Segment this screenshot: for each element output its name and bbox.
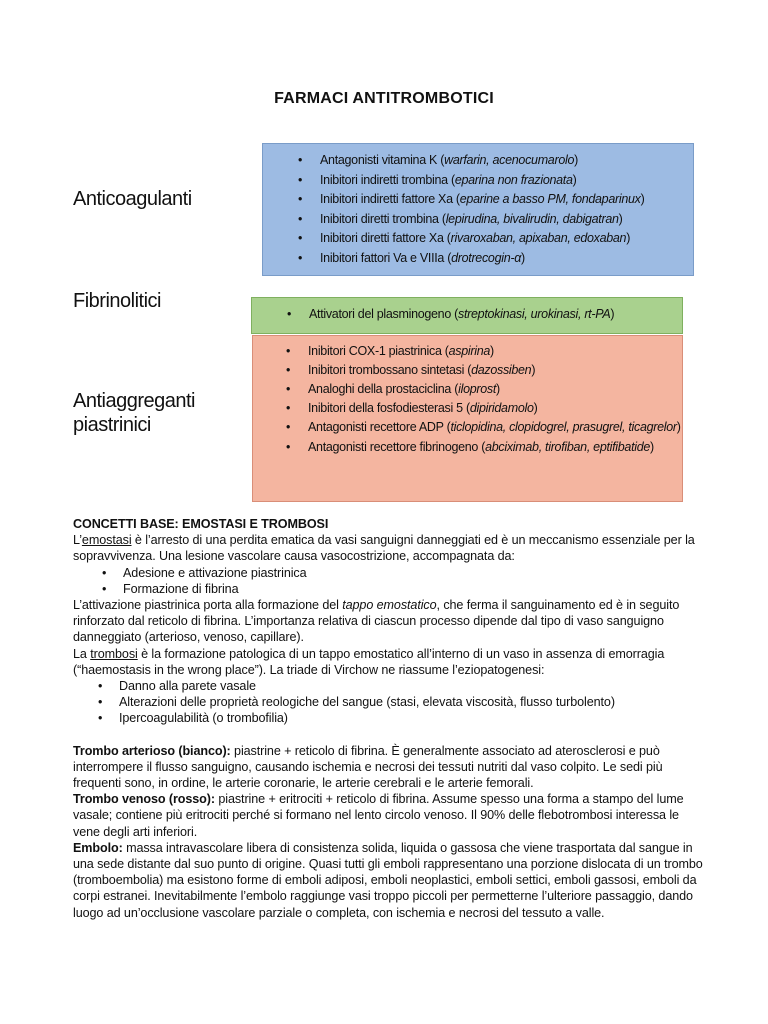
- category-antiaggreganti-line1: Antiaggreganti: [73, 390, 195, 412]
- bullet: •: [298, 172, 303, 187]
- drug-names: ticlopidina, clopidogrel, prasugrel, ticagrelor: [450, 420, 677, 434]
- list-emostasi: [73, 565, 703, 597]
- drug-class-label: Attivatori del plasminogeno (: [309, 307, 459, 321]
- drug-names: eparina non frazionata: [454, 172, 573, 187]
- page-title: FARMACI ANTITROMBOTICI: [274, 90, 494, 107]
- text: massa intravascolare libera di consistenza solida, liquida o gassosa che viene trasportata dal sangue in una sede distante dal suo punto di origine. Quasi tutti gli emboli rappresentano una porzione dislocata di un trombo (tromboembolia) ma esistono forme di emboli adiposi, emboli neoplastici, emboli settici, emboli gassosi, emboli da corpi estranei. Inevitabilmente l’embolo raggiunge vasi troppo piccoli per permetterne l’ulteriore passaggio, dando luogo ad un’occlusione vascolare parziale o completa, con ischemia e necrosi del tessuto a valle.: [73, 840, 703, 920]
- fibrinolitici-list: [287, 305, 682, 325]
- paragraph-trombosi: [73, 646, 703, 678]
- drug-class-label: Analoghi della prostaciclina (: [308, 382, 459, 396]
- text: è la formazione patologica di un tappo emostatico all’interno di un vaso in assenza di emorragia (“haemostasis in the wrong place”). La triade di Virchow ne riassume l’eziopatogenesi:: [73, 646, 665, 677]
- drug-class-end: ): [531, 363, 536, 377]
- bullet: •: [98, 695, 103, 710]
- drug-class-end: ): [490, 344, 494, 358]
- drug-class-end: ): [496, 382, 500, 396]
- drug-class-end: ): [676, 420, 681, 434]
- drug-names: lepirudina, bivalirudin, dabigatran: [445, 211, 619, 226]
- drug-names: rivaroxaban, apixaban, edoxaban: [450, 231, 627, 245]
- drug-names: iloprost: [458, 382, 497, 396]
- drug-class-label: Inibitori COX-1 piastrinica (: [308, 344, 449, 358]
- drug-class-item: [298, 190, 693, 210]
- section-heading: CONCETTI BASE: EMOSTASI E TROMBOSI: [73, 517, 329, 531]
- drug-class-label: Antagonisti recettore ADP (: [308, 420, 451, 434]
- bullet: •: [98, 711, 103, 726]
- drug-names: aspirina: [448, 344, 491, 358]
- bullet: •: [298, 153, 303, 167]
- drug-class-end: ): [650, 440, 654, 454]
- drug-class-end: ): [626, 231, 631, 245]
- bullet: •: [102, 565, 107, 580]
- drug-class-item: [286, 418, 682, 436]
- bullet: •: [286, 440, 291, 454]
- category-antiaggreganti-line2: piastrinici: [73, 414, 151, 436]
- text: è l’arresto di una perdita ematica da vasi sanguigni danneggiati ed è un meccanismo essenziale per la sopravvivenza. Una lesione vascolare causa vasocostrizione, accompagnata da:: [73, 533, 695, 564]
- drug-class-item: [286, 399, 682, 418]
- drug-class-label: Antagonisti recettore fibrinogeno (: [308, 440, 486, 454]
- body-text: [73, 516, 703, 921]
- bullet: •: [298, 211, 303, 226]
- text: L’: [73, 533, 82, 548]
- text: L’attivazione piastrinica porta alla formazione del: [73, 598, 343, 613]
- drug-class-end: ): [572, 172, 577, 187]
- category-fibrinolitici: Fibrinolitici: [73, 290, 161, 312]
- drug-class-item: [298, 171, 693, 191]
- drug-class-label: Inibitori diretti trombina (: [320, 211, 446, 226]
- drug-class-end: ): [521, 250, 525, 265]
- list-item: [73, 710, 703, 726]
- bullet: •: [98, 679, 103, 694]
- drug-class-label: Inibitori della fosfodiesterasi 5 (: [308, 401, 470, 415]
- list-item-text: Formazione di fibrina: [123, 581, 239, 596]
- paragraph-trombo-venoso: [73, 791, 703, 840]
- term-emostasi: emostasi: [81, 533, 132, 548]
- list-item: [73, 678, 703, 694]
- drug-class-item: [298, 210, 693, 230]
- anticoagulanti-list: [298, 151, 693, 268]
- drug-names: dipiridamolo: [469, 401, 534, 415]
- drug-names: dazossiben: [471, 363, 532, 377]
- bullet: •: [286, 401, 291, 415]
- bullet: •: [298, 231, 303, 245]
- drug-class-end: ): [610, 307, 615, 321]
- text: La: [73, 646, 91, 661]
- bullet: •: [298, 192, 303, 206]
- drug-class-end: ): [640, 192, 645, 206]
- drug-names: drotrecogin-α: [451, 250, 522, 265]
- drug-class-label: Antagonisti vitamina K (: [320, 153, 445, 167]
- list-item: [73, 694, 703, 710]
- label-trombo-venoso: Trombo venoso (rosso):: [73, 792, 215, 807]
- drug-class-end: ): [533, 401, 538, 415]
- list-item-text: Adesione e attivazione piastrinica: [123, 565, 307, 580]
- text: , che ferma il sanguinamento ed è in seguito rinforzato dal reticolo di fibrina. L’importanza relativa di ciascun processo dipende dal tipo di vaso sanguigno danneggiato (arterioso, venoso, capillare).: [73, 598, 680, 645]
- list-item-text: Danno alla parete vasale: [119, 679, 256, 694]
- drug-class-item: [286, 380, 682, 399]
- drug-class-item: [286, 438, 682, 456]
- bullet: •: [287, 307, 292, 321]
- drug-class-end: ): [574, 153, 578, 167]
- drug-class-item: [287, 305, 682, 325]
- label-trombo-arterioso: Trombo arterioso (bianco):: [73, 743, 231, 758]
- text: piastrine + reticolo di fibrina. È generalmente associato ad aterosclerosi e può interrompere il flusso sanguigno, causando ischemia e necrosi dei tessuti nutriti dal vaso colpito. Le sedi più frequenti sono, in ordine, le arterie coronarie, le arterie cerebrali e le arterie femorali.: [73, 743, 663, 791]
- term-trombosi: trombosi: [90, 646, 138, 661]
- anticoagulanti-box: [262, 143, 694, 276]
- drug-names: abciximab, tirofiban, eptifibatide: [485, 440, 651, 454]
- drug-class-item: [298, 249, 693, 269]
- label-embolo: Embolo:: [73, 840, 123, 855]
- bullet: •: [298, 250, 303, 265]
- list-item: [73, 581, 703, 597]
- drug-class-label: Inibitori diretti fattore Xa (: [320, 231, 451, 245]
- antiaggreganti-box: [252, 335, 683, 502]
- category-antiaggreganti: [73, 389, 195, 437]
- drug-class-label: Inibitori indiretti trombina (: [320, 172, 455, 187]
- antiaggreganti-list: [286, 342, 682, 456]
- drug-class-end: ): [618, 211, 623, 226]
- term-tappo-emostatico: tappo emostatico: [342, 598, 437, 613]
- drug-class-label: Inibitori indiretti fattore Xa (: [320, 192, 460, 206]
- bullet: •: [286, 382, 291, 396]
- bullet: •: [102, 581, 107, 596]
- paragraph-tappo: [73, 597, 703, 646]
- drug-names: eparine a basso PM, fondaparinux: [459, 192, 641, 206]
- list-item: [73, 565, 703, 581]
- paragraph-embolo: [73, 840, 703, 921]
- bullet: •: [286, 344, 291, 358]
- text: piastrine + eritrociti + reticolo di fibrina. Assume spesso una forma a stampo del lume vasale; contiene più eritrociti perché si formano nel lento circolo venoso. Il 90% delle flebotrombosi interessa le vene degli arti inferiori.: [73, 792, 684, 839]
- category-anticoagulanti: Anticoagulanti: [73, 188, 192, 210]
- drug-names: warfarin, acenocumarolo: [444, 153, 575, 167]
- list-item-text: Ipercoagulabilità (o trombofilia): [119, 711, 288, 726]
- drug-class-item: [286, 342, 682, 361]
- fibrinolitici-box: [251, 297, 683, 334]
- drug-names: streptokinasi, urokinasi, rt-PA: [458, 307, 611, 321]
- paragraph-trombo-arterioso: [73, 743, 703, 792]
- list-item-text: Alterazioni delle proprietà reologiche del sangue (stasi, elevata viscosità, flusso turbolento): [119, 695, 615, 710]
- list-virchow: [73, 678, 703, 727]
- drug-class-item: [298, 151, 693, 171]
- bullet: •: [286, 420, 291, 434]
- drug-class-label: Inibitori trombossano sintetasi (: [308, 363, 472, 377]
- paragraph-emostasi: [73, 532, 703, 564]
- bullet: •: [286, 363, 291, 377]
- drug-class-item: [286, 361, 682, 380]
- drug-class-label: Inibitori fattori Va e VIIIa (: [320, 250, 452, 265]
- drug-class-item: [298, 229, 693, 249]
